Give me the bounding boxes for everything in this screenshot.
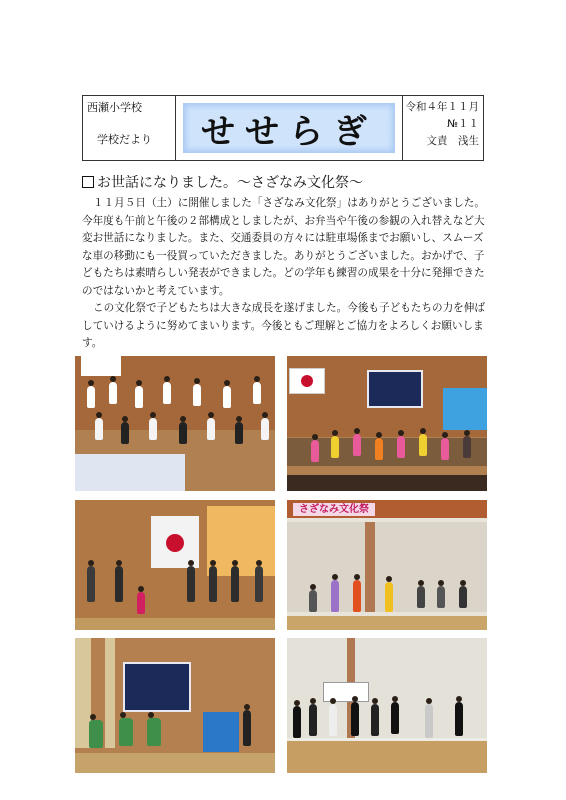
- photo-6-dance: [287, 638, 487, 773]
- newsletter-title: せせらぎ: [201, 111, 377, 152]
- title-box: [183, 103, 395, 153]
- backdrop-prop: [443, 388, 487, 430]
- festival-banner: さざなみ文化祭: [293, 503, 375, 516]
- photo-5-turtles: [75, 638, 275, 773]
- painted-backdrop: [207, 506, 275, 576]
- header-center: [176, 96, 402, 160]
- school-emblem-banner: [123, 662, 191, 712]
- photo-3-presentation: [75, 500, 275, 630]
- photo-2-play: [287, 356, 487, 491]
- issue-date: 令和４年１１月: [405, 101, 479, 113]
- whale-prop: [75, 454, 185, 491]
- article-paragraph-2: この文化祭で子どもたちは大きな成長を遂げました。今後も子どもたちの力を伸ばしていけるように努めてまいります。今後ともご理解とご協力をよろしくお願いします。: [82, 302, 485, 349]
- photo-4-stage: [287, 500, 487, 630]
- article-paragraph-1: １１月５日（土）に開催しました「さざなみ文化祭」はありがとうございました。今年度も午前と午後の２部構成としましたが、お弁当や午後の参観の入れ替えなど大変お世話になりました。また、交通委員の方々には駐車場係までお願いし、スムーズな車の移動にも一役買っていただきました。ありがとうございました。おかげで、子どもたちは素晴らしい発表ができました。どの学年も練習の成果を十分に発揮できたのではないかと考えています。: [82, 197, 485, 297]
- author: 文責 浅生: [426, 135, 479, 147]
- header-left: [83, 96, 176, 160]
- header-right: [402, 96, 483, 160]
- issue-number: №１１: [447, 118, 479, 130]
- photo-1-choir: [75, 356, 275, 491]
- article-heading: お世話になりました。～さざなみ文化祭～: [82, 172, 363, 192]
- tarp-prop: [203, 712, 239, 752]
- school-emblem-banner: [367, 370, 423, 408]
- school-name: 西瀬小学校: [87, 101, 142, 114]
- newsletter-header: [82, 95, 484, 161]
- newsletter-subtitle: 学校だより: [97, 133, 152, 146]
- square-bullet-icon: [82, 176, 94, 188]
